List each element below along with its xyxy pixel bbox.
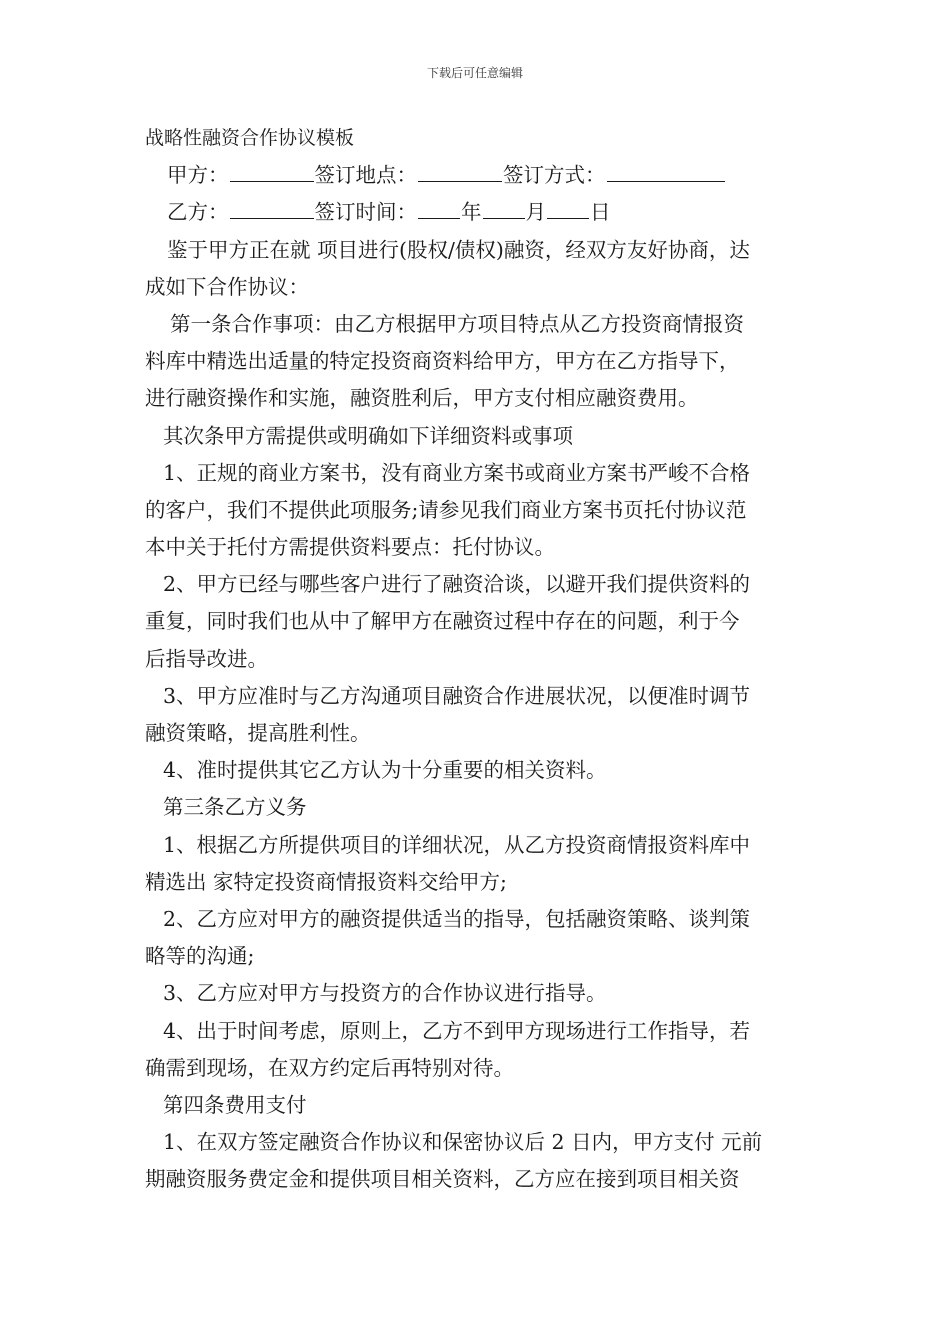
paragraph-line: 的客户，我们不提供此项服务;请参见我们商业方案书页托付协议范 xyxy=(145,497,747,522)
list-item-line: 2、甲方已经与哪些客户进行了融资洽谈，以避开我们提供资料的 xyxy=(163,572,751,597)
paragraph-line: 精选出 家特定投资商情报资料交给甲方; xyxy=(145,869,507,894)
paragraph-line: 融资策略，提高胜利性。 xyxy=(145,721,371,745)
sign-place-blank xyxy=(418,163,502,182)
list-item-line: 4、出于时间考虑，原则上，乙方不到甲方现场进行工作指导，若 xyxy=(163,1018,751,1043)
sign-place-label: 签订地点： xyxy=(314,163,417,188)
article-3-heading: 第三条乙方义务 xyxy=(163,795,307,820)
day-blank xyxy=(547,200,589,219)
party-a-label: 甲方： xyxy=(167,163,229,188)
article-1-line: 第一条合作事项：由乙方根据甲方项目特点从乙方投资商情报资 xyxy=(170,311,744,336)
paragraph-line: 鉴于甲方正在就 项目进行(股权/债权)融资，经双方友好协商，达 xyxy=(167,237,750,262)
document-body xyxy=(145,120,810,1198)
header-note: 下载后可任意编辑 xyxy=(426,66,523,80)
list-item-line: 2、乙方应对甲方的融资提供适当的指导，包括融资策略、谈判策 xyxy=(163,906,751,931)
sign-method-label: 签订方式： xyxy=(503,163,606,188)
list-item-line: 1、正规的商业方案书，没有商业方案书或商业方案书严峻不合格 xyxy=(163,460,751,485)
paragraph-line: 略等的沟通; xyxy=(145,944,255,969)
party-b-blank xyxy=(230,200,314,219)
paragraph-line: 本中关于托付方需提供资料要点：托付协议。 xyxy=(145,535,555,560)
list-item-line: 4、准时提供其它乙方认为十分重要的相关资料。 xyxy=(163,758,607,783)
list-item-line: 3、甲方应准时与乙方沟通项目融资合作进展状况，以便准时调节 xyxy=(163,683,751,708)
month-blank xyxy=(483,200,525,219)
article-4-heading: 第四条费用支付 xyxy=(163,1092,307,1117)
day-label: 日 xyxy=(590,200,611,225)
sign-method-blank xyxy=(607,163,725,182)
paragraph-line: 后指导改进。 xyxy=(145,646,268,671)
party-a-blank xyxy=(230,163,314,182)
paragraph-line: 成如下合作协议： xyxy=(145,274,309,299)
list-item-line: 1、根据乙方所提供项目的详细状况，从乙方投资商情报资料库中 xyxy=(163,832,751,857)
month-label: 月 xyxy=(525,200,546,225)
list-item-line: 3、乙方应对甲方与投资方的合作协议进行指导。 xyxy=(163,981,607,1006)
document-title: 战略性融资合作协议模板 xyxy=(145,127,355,149)
sign-time-label: 签订时间： xyxy=(314,200,417,225)
article-2-heading: 其次条甲方需提供或明确如下详细资料或事项 xyxy=(163,423,573,448)
party-b-label: 乙方： xyxy=(167,200,229,225)
party-a-row xyxy=(145,157,810,194)
paragraph-line: 进行融资操作和实施，融资胜利后，甲方支付相应融资费用。 xyxy=(145,386,699,411)
list-item-line: 1、在双方签定融资合作协议和保密协议后 2 日内，甲方支付 元前 xyxy=(163,1130,763,1155)
paragraph-line: 确需到现场，在双方约定后再特别对待。 xyxy=(145,1055,514,1080)
paragraph-line: 期融资服务费定金和提供项目相关资料，乙方应在接到项目相关资 xyxy=(145,1167,740,1192)
year-label: 年 xyxy=(461,200,482,225)
party-b-row xyxy=(145,194,810,231)
year-blank xyxy=(418,200,460,219)
paragraph-line: 重复，同时我们也从中了解甲方在融资过程中存在的问题，利于今 xyxy=(145,609,740,634)
paragraph-line: 料库中精选出适量的特定投资商资料给甲方，甲方在乙方指导下， xyxy=(145,349,740,374)
